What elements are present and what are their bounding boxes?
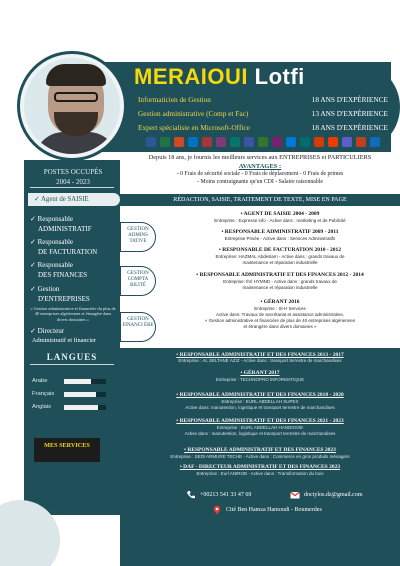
tag-gestion-comptabilite: GESTION COMPTA BILITÉ <box>120 266 156 296</box>
contact-phone <box>186 490 251 500</box>
posts-title: POSTES OCCUPÉS <box>43 168 103 176</box>
role-row <box>138 93 388 107</box>
experience-detail: Entreprise : SEDI ARMURE TECHE - Active dans : Commerce en gros produits ménagers <box>170 454 350 459</box>
post-line: ✓ Gestion <box>30 285 60 293</box>
experience-detail: « Gestion administrative et financière de plus de 40 entreprises algériennes <box>204 318 356 323</box>
role-years: 13 ANS D'EXPÉRIENCE <box>311 109 388 118</box>
experience-title: • DAF - DIRECTEUR ADMINISTRATIF ET DES FINANCES 2023 <box>179 464 341 470</box>
location-pin-icon <box>212 505 222 515</box>
experience-detail: Entreprise: Ihrl HYMND - Active dans : grands travaux de <box>223 279 337 284</box>
post-line: DE FACTURATION <box>38 248 98 256</box>
language-level-bar <box>64 392 106 397</box>
language-level-fill <box>64 379 91 384</box>
photo-hair-shape <box>46 64 106 86</box>
post-item <box>30 260 87 280</box>
advantages-title: AVANTAGES : <box>238 163 282 170</box>
experience-title: • RESPONSABLE ADMINISTRATIF 2009 - 2011 <box>221 229 339 235</box>
experience-detail: Active dans: manutention, logistique et transport terrestre de marchandises <box>185 405 335 410</box>
project-icon <box>258 137 268 147</box>
experience-detail: maintenance et réparation industrielle <box>242 285 318 290</box>
lync-icon <box>286 137 296 147</box>
experience-title: • AGENT DE SAISIE 2004 - 2009 <box>240 211 320 217</box>
infopath-icon <box>272 137 282 147</box>
excel-icon <box>160 137 170 147</box>
access-icon <box>202 137 212 147</box>
post-line: DES FINANCES <box>38 271 88 279</box>
advantages-line: - Moins contraignante qu'un CDI - Salaire raisonnable <box>197 179 323 185</box>
software-icons-row <box>146 137 380 147</box>
role-row <box>138 121 388 135</box>
role-years: 18 ANS D'EXPÉRIENCE <box>311 123 388 132</box>
post-line: D'ENTREPRISES <box>38 295 90 303</box>
experience-detail: Entreprise : Sl-H Services <box>254 306 306 311</box>
publisher-icon <box>230 137 240 147</box>
experience-detail: Entreprise : AL SELTANE AZIZ - Active dans : transport terrestre de marchandises <box>178 358 342 363</box>
experience-detail: maintenance et réparation industrielle <box>242 260 318 265</box>
onenote-icon <box>216 137 226 147</box>
role-row <box>138 107 388 121</box>
intro-text: Depuis 18 ans, je fournis les meilleurs services aux ENTREPRISES et PARTICULIERS <box>148 154 372 161</box>
teams-icon <box>342 137 352 147</box>
office-icon <box>328 137 338 147</box>
language-level-fill <box>64 405 98 410</box>
tag-gestion-financiere: GESTION FINANCI ÈRE <box>120 312 156 342</box>
post-line: ADMINISTRATIF <box>38 225 92 233</box>
post-line: ✓ Responsable <box>30 215 73 223</box>
experience-title: • RESPONSABLE ADMINISTRATIF ET DES FINANCES 2021 - 2023 <box>176 418 344 424</box>
experience-detail: Entreprise: HAZMAL Abdeslam - Active dans : grands travaux de <box>215 254 345 259</box>
experience-title: • GÉRANT 2016 <box>260 299 300 305</box>
experience-detail: et étrangère dans divers domaines » <box>243 324 317 329</box>
services-label: MES SERVICES <box>44 442 90 449</box>
post-line: ✓ Responsable <box>30 261 73 269</box>
photo-glasses-shape <box>54 92 98 102</box>
advantages-line: - 0 Frais de sécurité sociale - 0 Frais de déplacement - 0 Frais de primes <box>176 171 344 177</box>
post-item <box>30 284 90 304</box>
experience-title: • GÉRANT 2017 <box>240 370 280 376</box>
role-years: 18 ANS D'EXPÉRIENCE <box>311 95 388 104</box>
posts-years: 2004 - 2023 <box>56 178 90 186</box>
person-name <box>134 64 305 90</box>
language-level-fill <box>64 392 96 397</box>
post-item <box>30 214 92 234</box>
experience-detail: Entreprise : TECHNOPRO INFORMATIQUE <box>215 377 305 382</box>
mail-icon <box>370 137 380 147</box>
divider <box>30 187 114 188</box>
groove-icon <box>314 137 324 147</box>
tag-gestion-administrative: GESTION ADMINS TATIVE <box>120 222 156 252</box>
contact-email <box>290 490 363 500</box>
experience-detail: Entreprise Privée - Active dans : Services Administratifs <box>224 236 336 241</box>
experience-detail: Entreprise : Expresse info - Active dans : marketing et de Publicité <box>214 218 346 223</box>
language-level-bar <box>64 405 106 410</box>
language-name: Arabe <box>32 378 48 384</box>
gmail-icon <box>290 490 300 500</box>
word-icon <box>146 137 156 147</box>
experience-title: • RESPONSABLE DE FACTURATION 2010 - 2012 <box>218 247 342 253</box>
first-name: MERAIOUI <box>134 64 248 89</box>
experience-detail: Active dans : manutention, logistique et transport terrestre de marchandises <box>184 431 336 436</box>
gestion-description: « Gestion administrative et financière du plus de 40 entreprises algériennes et étrangère dans divers domaines » <box>30 306 116 322</box>
visio-icon <box>244 137 254 147</box>
postal-address: Cité Ben Hamza Hamoudi - Boumerdes <box>226 507 322 513</box>
languages-title: LANGUES <box>46 352 98 362</box>
roles-list <box>138 93 388 135</box>
role-title: Expert spécialiste en Microsoft-Office <box>138 123 250 132</box>
powerpoint-icon <box>174 137 184 147</box>
experience-title: • RESPONSABLE ADMINISTRATIF ET DES FINANCES 2023 <box>184 447 336 453</box>
phone-number: +00213 541 33 47 69 <box>200 492 252 498</box>
post-line: ✓ Directeur <box>30 327 65 335</box>
outlook-icon <box>188 137 198 147</box>
profile-photo <box>20 54 124 158</box>
experience-detail: Entreprise : EURL ABDELLAH SUPEX <box>221 399 299 404</box>
experience-detail: Entreprise : Eurl ANIROB - Active dans : Transformation du bois <box>196 471 324 476</box>
experience-detail: Active dans: Travaux de secrétariat et assistance administrative, <box>215 312 345 317</box>
last-name: Lotfi <box>254 64 305 89</box>
post-item <box>30 326 96 346</box>
divider <box>30 364 114 365</box>
experience-detail: Entreprise : EURL ABDELLAH HANDIOVIE <box>216 425 304 430</box>
post-saisie: ✓ Agent de SAISIE <box>28 193 120 206</box>
experience-title: • RESPONSABLE ADMINISTRATIF ET DES FINANCES 2018 - 2020 <box>176 392 344 398</box>
language-name: Français <box>32 391 55 397</box>
email-address: doctylos.dz@gmail.com <box>304 492 363 498</box>
post-item <box>30 237 97 257</box>
role-title: Gestion administrative (Comp et Fac) <box>138 109 249 118</box>
language-name: Anglais <box>32 404 52 410</box>
post-line: Administratif et financier <box>32 337 96 344</box>
role-title: Informaticien de Gestion <box>138 95 211 104</box>
sharepoint-icon <box>300 137 310 147</box>
contact-address <box>212 505 322 515</box>
tasks-bar: RÉDACTION, SAISIE, TRAITEMENT DE TEXTE, MISE EN PAGE <box>120 194 400 206</box>
phone-icon <box>186 490 196 500</box>
ppt-red-icon <box>356 137 366 147</box>
experience-title: • RESPONSABLE ADMINISTRATIF ET DES FINANCES 2013 - 2017 <box>176 352 344 358</box>
language-level-bar <box>64 379 106 384</box>
experience-title: • RESPONSABLE ADMINISTRATIF ET DES FINANCES 2012 - 2014 <box>196 272 364 278</box>
post-line: ✓ Responsable <box>30 238 73 246</box>
